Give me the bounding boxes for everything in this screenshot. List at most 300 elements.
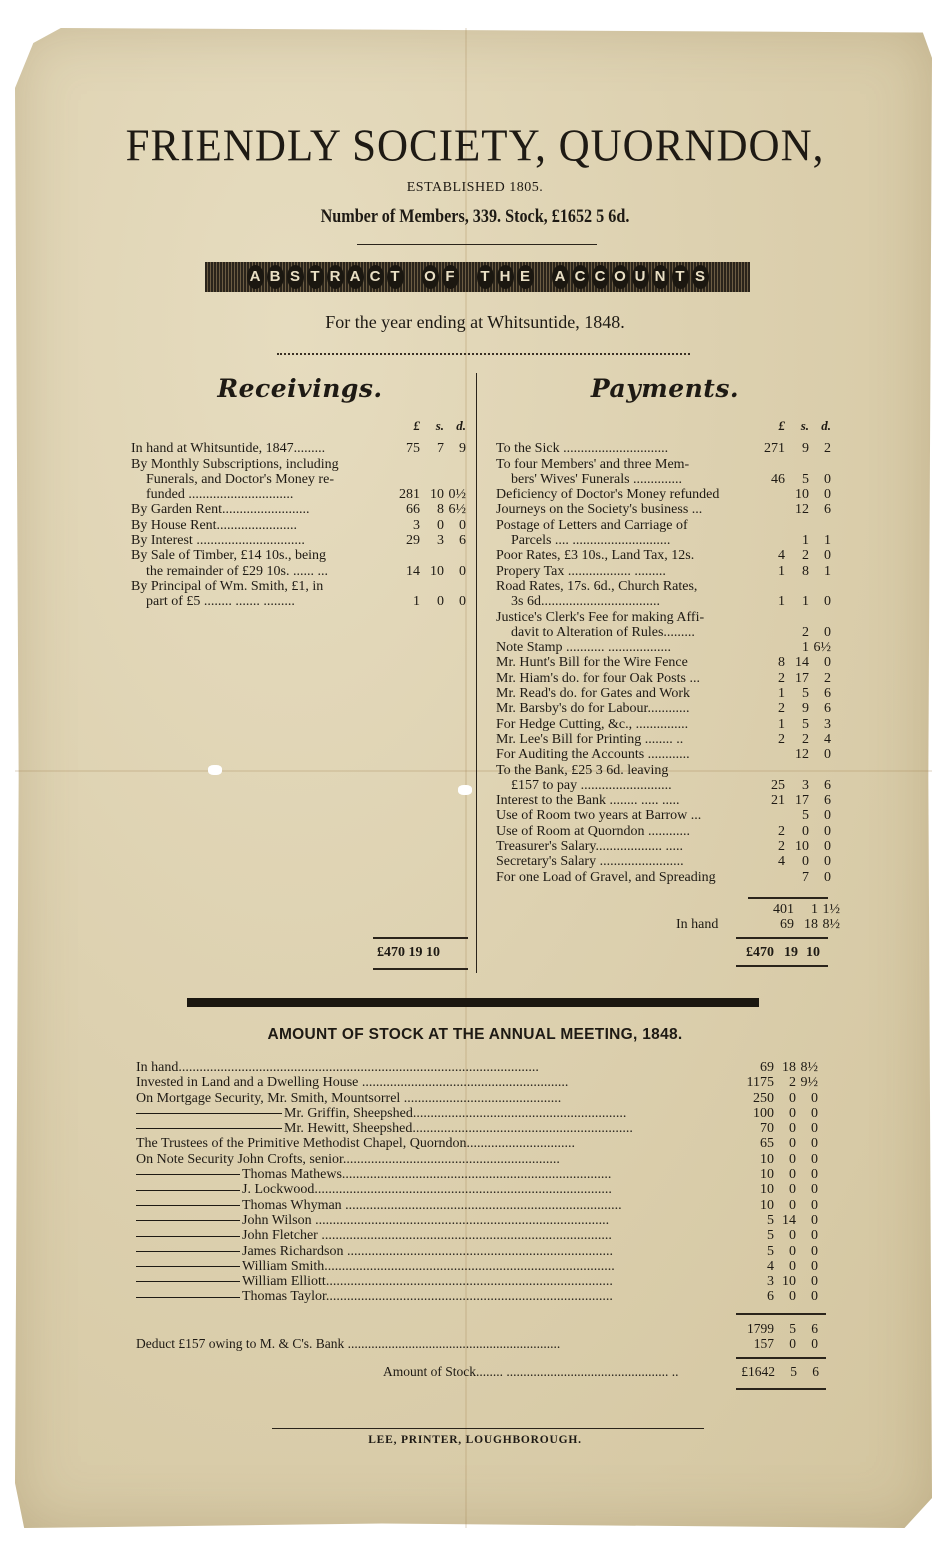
row-amount-d: 2 [824,441,831,457]
row-amount-d: 0 [811,1212,818,1228]
table-row [496,579,831,594]
row-label: In hand....................................................................................................... [136,1060,539,1075]
table-row [496,548,831,563]
row-amount-l [751,518,785,533]
banner-letter: T [477,265,494,289]
shillings-header: s. [800,418,809,433]
pence-header: d. [456,418,466,433]
banner-letter: T [387,265,404,289]
row-amount-s: 10 [430,487,444,503]
row-label: J. Lockwood..................................................................................... [242,1182,612,1198]
ditto-dash [136,1236,240,1237]
row-amount-s: 18 [782,1060,796,1075]
row-description [136,1259,734,1274]
banner-letter: H [497,265,514,289]
row-description [136,1060,734,1075]
row-description: bers' Wives' Funerals .............. [511,471,683,487]
ditto-dash [136,1205,240,1206]
row-amount-l: 1175 [746,1075,774,1091]
row-amount-l: 5 [767,1243,774,1259]
row-amount-l [751,625,785,640]
receivings-total: £470 19 10 [377,945,440,960]
row-amount-s: 1 [802,640,809,656]
row-amount-d: 0 [811,1121,818,1137]
row-amount-s: 2 [802,548,809,564]
row-amount-d: 2 [824,670,831,686]
ditto-dash [136,1251,240,1252]
row-label: On Note Security John Crofts, senior.............................................................. [136,1151,560,1167]
row-amount-s: 9 [802,701,809,717]
table-row [136,1289,818,1304]
row-label: Mr. Griffin, Sheepshed............................................................. [284,1105,627,1121]
document-title: FRIENDLY SOCIETY, QUORNDON, [125,121,825,172]
members-stock-summary: Number of Members, 339. Stock, £1652 5 6d. [320,206,630,227]
row-amount-d: 0 [824,823,831,839]
stock-amount-underline [736,1388,826,1390]
row-amount-l: 5 [767,1228,774,1244]
row-label: Mr. Hewitt, Sheepshed............................................................... [284,1121,633,1137]
table-row [496,564,831,579]
row-amount-s: 0 [789,1182,796,1198]
ditto-dash [136,1297,240,1298]
payments-totals [676,902,840,933]
table-row [136,1121,818,1136]
stock-amount [383,1364,819,1379]
banner-letter: R [327,265,344,289]
table-row [496,472,831,487]
paper-tear [208,765,222,775]
row-description: Poor Rates, £3 10s., Land Tax, 12s. [496,548,695,564]
row-description: Treasurer's Salary................... ..... [496,839,683,855]
wavy-divider [277,350,690,355]
table-row [496,717,831,732]
row-amount-s: 0 [789,1151,796,1167]
row-amount-d: 0 [811,1228,818,1244]
row-amount-d: 0 [811,1274,818,1290]
row-amount-d: 0 [824,869,831,885]
row-amount-s: 10 [430,563,444,579]
row-amount-s [420,579,444,594]
row-amount-l: 10 [760,1197,774,1213]
total-rule [736,937,828,939]
banner-letter: S [692,265,709,289]
row-amount-s: 10 [795,487,809,503]
row-label: William Smith................................................................................... [242,1258,615,1274]
row-amount-d: 0 [811,1151,818,1167]
row-amount-d [444,472,466,487]
table-row [131,472,466,487]
table-row [496,701,831,716]
row-description: davit to Alteration of Rules......... [511,624,695,640]
row-amount-d: 0 [824,808,831,824]
row-amount-l [751,502,785,517]
row-amount-s: 0 [789,1167,796,1183]
table-row [136,1228,818,1243]
row-amount-d: 0½ [448,487,466,503]
row-amount-d: 1 [824,533,831,549]
stock-heading: AMOUNT OF STOCK AT THE ANNUAL MEETING, 1848. [267,1026,683,1043]
ditto-dash [136,1220,240,1221]
row-amount-s [785,457,809,472]
row-amount-s: 17 [795,793,809,809]
row-amount-s: 5 [802,686,809,702]
row-amount-s: 5 [802,808,809,824]
table-row [136,1136,818,1151]
table-row [131,564,466,579]
row-amount-l: 1 [778,563,785,579]
stock-table [136,1060,818,1305]
table-row [136,1060,818,1075]
row-description [136,1136,734,1151]
row-description [136,1075,734,1090]
row-description [136,1167,734,1182]
period-line: For the year ending at Whitsuntide, 1848. [325,312,625,332]
row-amount-l: 2 [778,839,785,855]
row-description [136,1091,734,1106]
row-description: £157 to pay .......................... [511,777,672,793]
receivings-table [131,418,466,610]
table-row [136,1244,818,1259]
row-amount-l: 21 [771,793,785,809]
paper-tear [458,785,472,795]
row-description: Note Stamp ........... .................. [496,640,671,656]
row-amount-l: 8 [778,655,785,671]
banner-letter: N [652,265,669,289]
row-amount-d: 6 [824,686,831,702]
table-row [496,655,831,670]
row-amount-s: 8 [802,563,809,579]
row-amount-s: 14 [782,1212,796,1228]
row-description: By Sale of Timber, £14 10s., being [131,548,327,564]
row-amount-s: 12 [795,747,809,763]
row-amount-l [751,763,785,778]
row-amount-s [420,472,444,487]
ditto-dash [136,1128,282,1129]
table-row [131,518,466,533]
row-amount-d: 0 [811,1136,818,1152]
row-amount-l: 46 [771,471,785,487]
row-amount-l [386,457,420,472]
row-amount-l [751,747,785,762]
row-description [136,1213,734,1228]
receivings-heading: Receivings. [217,374,383,403]
row-amount-l: 4 [778,854,785,870]
table-row [496,518,831,533]
row-amount-d: 0 [824,655,831,671]
receivings-total-underline [373,968,468,970]
row-description: Mr. Hunt's Bill for the Wire Fence [496,655,688,671]
row-amount-d: 3 [824,716,831,732]
row-description: To four Members' and three Mem- [496,456,690,472]
row-amount-l: 1 [413,594,420,610]
row-amount-s: 3 [437,533,444,549]
row-amount-s: 2 [802,731,809,747]
banner-letter: T [672,265,689,289]
row-amount-d: 0 [811,1289,818,1305]
row-description: Justice's Clerk's Fee for making Affi- [496,609,705,625]
row-amount-l: 4 [767,1258,774,1274]
stock-totals [136,1321,818,1352]
row-amount-s: 0 [789,1121,796,1137]
row-amount-l [751,579,785,594]
section-divider-bar [187,998,759,1007]
row-amount-s: 0 [789,1105,796,1121]
table-row [496,686,831,701]
row-amount-l [386,579,420,594]
row-amount-d: 0 [824,624,831,640]
table-row [496,732,831,747]
row-amount-s: 12 [795,502,809,518]
table-row [496,671,831,686]
row-description: Deficiency of Doctor's Money refunded [496,487,720,503]
table-row [496,839,831,854]
banner-letter: A [347,265,364,289]
row-amount-s: 9 [802,441,809,457]
row-amount-d: 6 [824,502,831,518]
payments-heading: Payments. [590,374,740,403]
row-amount-l: 4 [778,548,785,564]
row-amount-d: 6½ [448,502,466,518]
row-amount-l: 10 [760,1167,774,1183]
table-row [496,824,831,839]
row-amount-l: 250 [753,1090,774,1106]
row-amount-s: 0 [789,1228,796,1244]
banner-letter: B [267,265,284,289]
subtotal-rule [748,897,828,899]
banner-letter: O [422,265,439,289]
row-amount-l [751,640,785,655]
row-amount-l [386,548,420,563]
row-amount-l [386,472,420,487]
row-amount-d: 0 [811,1197,818,1213]
table-row [496,854,831,869]
row-amount-d [809,457,831,472]
total-underline [736,965,828,967]
row-description [136,1198,734,1213]
row-amount-l: 25 [771,777,785,793]
row-description: By Garden Rent......................... [131,502,310,518]
row-amount-l: 69 [760,1060,774,1075]
table-row [136,1106,818,1121]
row-amount-l: 100 [753,1105,774,1121]
row-description: By Principal of Wm. Smith, £1, in [131,578,324,594]
row-amount-l: 66 [406,502,420,518]
banner-letter: A [247,265,264,289]
table-row [136,1213,818,1228]
row-label: On Mortgage Security, Mr. Smith, Mountsorrel ............................................. [136,1090,562,1106]
table-row [496,640,831,655]
table-row [496,870,831,885]
row-amount-l: 1 [778,716,785,732]
row-amount-l: 75 [406,441,420,457]
printer-credit: LEE, PRINTER, LOUGHBOROUGH. [368,1434,582,1446]
banner-letter: O [612,265,629,289]
table-row [496,457,831,472]
row-amount-s: 2 [789,1075,796,1091]
table-row [131,457,466,472]
row-amount-d [809,579,831,594]
row-amount-d [444,579,466,594]
ditto-dash [136,1281,240,1282]
banner-letter: T [307,265,324,289]
row-amount-d [444,457,466,472]
table-row [496,625,831,640]
row-description: the remainder of £29 10s. ...... ... [146,563,328,579]
row-amount-s: 5 [802,716,809,732]
row-description: By House Rent....................... [131,517,298,533]
row-amount-s: 7 [802,869,809,885]
row-amount-d [809,610,831,625]
row-amount-s: 2 [802,624,809,640]
ditto-dash [136,1174,240,1175]
row-description: Secretary's Salary ........................ [496,854,684,870]
row-description [136,1244,734,1259]
stock-deduct-row: Deduct £157 owing to M. & C's. Bank ............................................................... 157 0 0 [136,1336,818,1352]
row-description: In hand at Whitsuntide, 1847......... [131,441,326,457]
row-amount-d: 0 [824,548,831,564]
stock-amount-row: Amount of Stock........ ................................................ .. £1642 5 6 [383,1364,819,1379]
table-row [136,1075,818,1090]
row-amount-l: 29 [406,533,420,549]
row-amount-d: 0 [459,517,466,533]
row-amount-s [785,579,809,594]
row-label: James Richardson ............................................................................ [242,1243,613,1259]
row-amount-s [785,610,809,625]
row-description: For Hedge Cutting, &c., ............... [496,716,689,732]
row-amount-l: 3 [767,1274,774,1290]
row-amount-d: 0 [459,563,466,579]
row-amount-s: 0 [789,1289,796,1305]
payments-in-hand-row: In hand 69 18 8½ [676,917,840,933]
receivings-total-rule [373,937,468,939]
row-amount-d: 0 [811,1182,818,1198]
row-amount-s: 0 [789,1090,796,1106]
row-description: For one Load of Gravel, and Spreading [496,869,716,885]
row-label: William Elliott.................................................................................. [242,1274,613,1290]
table-row [496,610,831,625]
currency-header-row [496,418,831,441]
row-amount-d: 0 [811,1258,818,1274]
banner-letter: U [632,265,649,289]
row-amount-d: 0 [459,594,466,610]
row-amount-l: 3 [413,517,420,533]
row-amount-d: 9½ [800,1075,818,1091]
row-amount-l: 281 [399,487,420,503]
table-row [131,594,466,609]
row-description [136,1274,734,1289]
row-amount-l [751,870,785,885]
row-amount-s [420,457,444,472]
row-amount-s: 1 [802,594,809,610]
stock-subtotal-row: 1799 5 6 [747,1321,818,1336]
row-description: 3s 6d.................................. [511,594,660,610]
row-description: funded .............................. [146,487,294,503]
row-amount-s: 0 [789,1136,796,1152]
row-amount-d [809,763,831,778]
row-amount-s: 10 [795,839,809,855]
table-row [496,808,831,823]
row-description: Parcels .... ............................ [511,533,671,549]
banner-letter: F [442,265,459,289]
row-description: Propery Tax .................. ......... [496,563,666,579]
row-label: Thomas Taylor.................................................................................. [242,1289,613,1305]
row-amount-l: 2 [778,701,785,717]
table-row [496,441,831,456]
row-amount-l: 10 [760,1151,774,1167]
row-description: Use of Room two years at Barrow ... [496,808,702,824]
row-amount-d: 0 [824,839,831,855]
payments-grand-total: £470 19 10 [746,945,820,960]
row-amount-l [751,533,785,548]
row-description [136,1106,734,1121]
table-row [131,441,466,456]
row-description: Mr. Lee's Bill for Printing ........ .. [496,731,684,747]
table-row [136,1259,818,1274]
table-row [136,1152,818,1167]
row-amount-s: 14 [795,655,809,671]
row-amount-l: 1 [778,686,785,702]
row-amount-s: 0 [437,594,444,610]
row-amount-d: 6 [824,701,831,717]
row-amount-s: 0 [437,517,444,533]
row-amount-l [751,808,785,823]
row-label: John Fletcher ................................................................................... [242,1228,612,1244]
row-amount-s: 10 [782,1274,796,1290]
currency-header-row [131,418,466,441]
stock-amount-rule [736,1357,826,1359]
row-amount-l: 14 [406,563,420,579]
row-amount-l: 2 [778,823,785,839]
row-description [136,1121,734,1136]
row-amount-s [785,518,809,533]
table-row [131,533,466,548]
row-amount-d: 0 [811,1167,818,1183]
divider-rule [357,244,597,245]
row-amount-l: 271 [764,441,785,457]
banner-letter: E [517,265,534,289]
row-amount-l: 2 [778,670,785,686]
row-amount-d: 6 [824,793,831,809]
table-row [136,1274,818,1289]
row-description: Journeys on the Society's business ... [496,502,703,518]
column-divider [476,373,477,973]
row-label: John Wilson .................................................................................... [242,1212,610,1228]
row-amount-l: 2 [778,731,785,747]
row-amount-s: 17 [795,670,809,686]
footer-rule [272,1428,704,1429]
row-description: Interest to the Bank ........ ..... ..... [496,793,680,809]
row-amount-d: 6 [459,533,466,549]
row-description: Road Rates, 17s. 6d., Church Rates, [496,578,698,594]
row-amount-l [751,487,785,502]
stock-subtotal-rule [736,1313,826,1315]
row-description [136,1152,734,1167]
row-amount-s: 7 [437,441,444,457]
banner-letter: C [592,265,609,289]
row-amount-d: 0 [811,1090,818,1106]
banner-letter: S [287,265,304,289]
pounds-header: £ [413,418,420,433]
row-description: To the Bank, £25 3 6d. leaving [496,762,669,778]
ditto-dash [136,1190,240,1191]
table-row [136,1198,818,1213]
banner-letter: C [572,265,589,289]
row-description: To the Sick .............................. [496,441,669,457]
row-description: By Monthly Subscriptions, including [131,456,339,472]
table-row [131,548,466,563]
pounds-header: £ [778,418,785,433]
shillings-header: s. [435,418,444,433]
